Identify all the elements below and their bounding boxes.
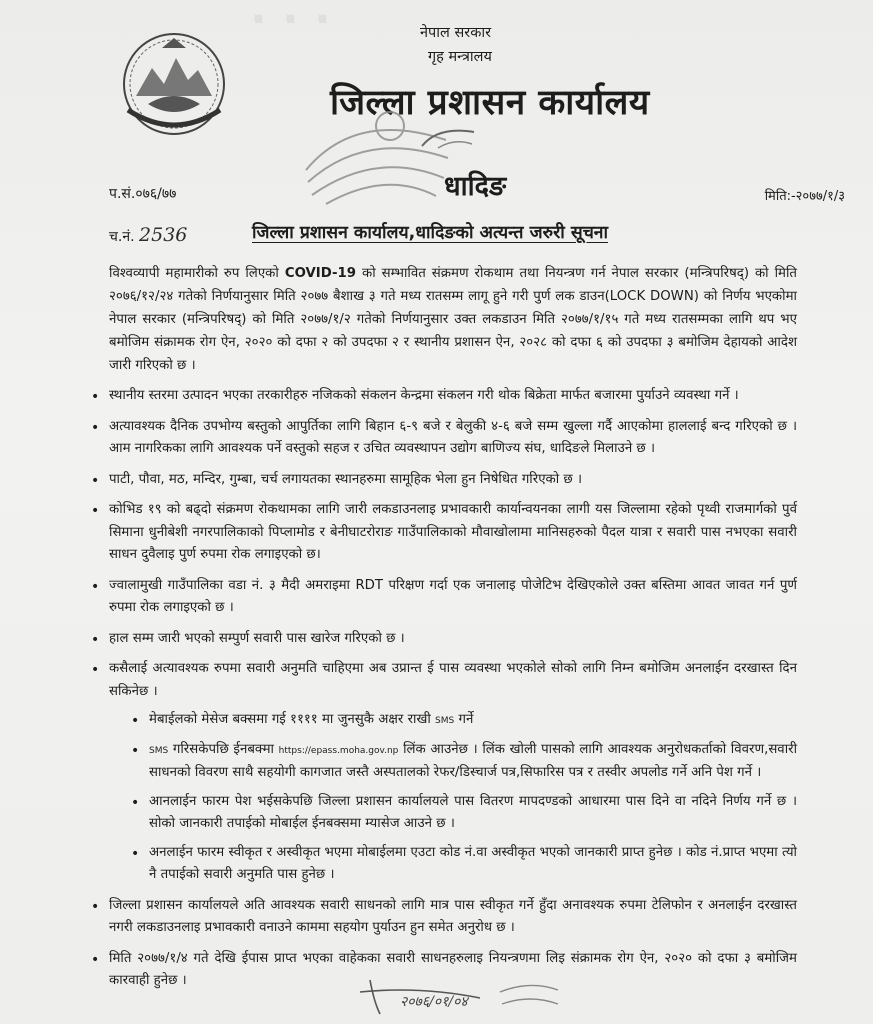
intro-paragraph xyxy=(109,262,797,377)
district-name: धादिङ xyxy=(444,171,507,202)
nepal-emblem-icon xyxy=(118,28,230,140)
step1-end: गर्ने xyxy=(458,712,474,727)
list-item xyxy=(149,709,797,733)
list-item: • आनलाईन फारम पेश भईसकेपछि जिल्ला प्रशासन कार्यालयले पास वितरण मापदण्डको आधारमा पास दिने वा नदिने निर्णय गर्ने छ । सोको जानकारी तपाईको मोबाईल ईनबक्समा म्यासेज आउने छ । xyxy=(149,791,797,836)
office-stamp-icon xyxy=(296,100,456,210)
ministry-name: गृह मन्त्रालय xyxy=(428,49,492,65)
list-item: • जिल्ला प्रशासन कार्यालयले अति आवश्यक सवारी साधनको लागि मात्र पास स्वीकृत गर्ने हुँदा अनावश्यक रुपमा टेलिफोन र अनलाईन दरखास्त नगरी लकडाउनलाइ प्रभावकारी वनाउने काममा सहयोग पुर्याउन हुन समेत अनुरोध छ । xyxy=(109,895,797,940)
list-item: • पाटी, पौवा, मठ, मन्दिर, गुम्बा, चर्च लगायतका स्थानहरुमा सामूहिक भेला हुन निषेधित गरिएको छ । xyxy=(109,469,797,492)
signature-date: २०७६/०१/०४ xyxy=(400,994,468,1010)
step1-sms: SMS xyxy=(435,716,455,726)
step2-sms: SMS xyxy=(149,745,169,756)
step2-text: गरिसकेपछि ईनबक्मा xyxy=(172,741,274,757)
office-name: जिल्ला प्रशासन कार्यालय xyxy=(330,83,650,123)
list-item: • स्थानीय स्तरमा उत्पादन भएका तरकारीहरु नजिकको संकलन केन्द्रमा संकलन गरी थोक बिक्रेता मार्फत बजारमा पुर्याउने व्यवस्था गर्ने । xyxy=(109,385,797,408)
campaign-logo-icon xyxy=(418,118,478,154)
notice-title: जिल्ला प्रशासन कार्यालय,धादिङको अत्यन्त जरुरी सूचना xyxy=(252,223,609,243)
list-item: • अनलाईन फारम स्वीकृत र अस्वीकृत भएमा मोबाईलमा एउटा कोड नं.वा अस्वीकृत भएको जानकारी प्राप्त हुनेछ । कोड नं.प्राप्त भएमा त्यो नै तपाईको सवारी अनुमति पास हुनेछ । xyxy=(149,842,797,887)
step2-end: लिंक आउनेछ । लिंक खोली पासको लागि आवश्यक अनुरोधकर्ताको विवरण,सवारी साधनको विवरण साथै सहयोगी कागजात जस्तै अस्पतालको रेफर/डिस्चार्ज पत्र,सिफारिस पत्र र तस्वीर अपलोड गर्ने अनि पेश गर्ने । xyxy=(149,741,798,780)
intro-covid: COVID-19 xyxy=(284,266,357,281)
list-item: • अत्यावश्यक दैनिक उपभोग्य बस्तुको आपुर्तिका लागि बिहान ६-९ बजे र बेलुकी ४-६ बजे सम्म खुल्ला गर्दै आएकोमा हाललाई बन्द गरिएको छ । आम नागरिकका लागि आवश्यक पर्ने वस्तुको सहज र उचित व्यवस्थापन उद्योग बाणिज्य संघ, धादिङले मिलाउने छ । xyxy=(109,416,797,461)
reference-number: प.सं.०७६/७७ xyxy=(109,186,177,202)
chalan-number xyxy=(109,224,187,246)
government-name: नेपाल सरकार xyxy=(420,25,492,41)
list-item: • हाल सम्म जारी भएको सम्पुर्ण सवारी पास खारेज गरिएको छ । xyxy=(109,628,797,651)
step1-text: मेबाईलको मेसेज बक्समा गई ११११ मा जुनसुकै अक्षर राखी xyxy=(149,712,431,727)
chalan-value: 2536 xyxy=(139,224,188,246)
list-item: • कोभिड १९ को बढ्दो संक्रमण रोकथामका लागि जारी लकडाउनलाइ प्रभावकारी कार्यान्वयनका लागी यस जिल्लामा रहेको पृथ्वी राजमार्गको पुर्व सिमाना धुनीबेशी नगरपालिकाको पिप्लामोड र बेनीघाटरोराङ गाउँपालिकाको मौवाखोलामा मानिसहरुको पैदल यात्रा र सवारी पास नभएका सवारी साधन दुवैलाइ पुर्ण रुपमा रोक लगाइएको छ। xyxy=(109,499,797,567)
list-item: • ज्वालामुखी गाउँपालिका वडा नं. ३ मैदी अमराइमा RDT परिक्षण गर्दा एक जनालाइ पोजेटिभ देखिएकोले उक्त बस्तिमा आवत जावत गर्न पुर्ण रुपमा रोक लगाइएको छ । xyxy=(109,575,797,620)
list-item: • मिति २०७७/१/४ गते देखि ईपास प्राप्त भएका वाहेकका सवारी साधनहरुलाइ नियन्त्रणमा लिइ संक्रामक रोग ऐन, २०२० को दफा ३ बमोजिम कारवाही हुनेछ । xyxy=(109,948,797,993)
notice-date: मिति:-२०७७/१/३ xyxy=(764,189,845,204)
list-item-epass xyxy=(109,658,797,887)
list-item xyxy=(149,739,797,785)
intro-text-after: को सम्भावित संक्रमण रोकथाम तथा नियन्त्रण गर्न नेपाल सरकार (मन्त्रिपरिषद्) को मिति २०७६/१२/२४ गतेको निर्णयानुसार मिति २०७७ बैशाख ३ गते मध्य रातसम्म लागू हुने गरी पुर्ण लक डाउन(LOCK DOWN) को निर्णय भएकोमा नेपाल सरकार (मन्त्रिपरिषद्) को मिति २०७७/१/२ गतेको निर्णयानुसार उक्त लकडाउन मिति २०७७/१/१५ गते मध्य रातसम्मका लागि थप भए बमोजिम संक्रामक रोग ऐन, २०२० को दफा २ को उपदफा २ र स्थानीय प्रशासन ऐन, २०२८ को दफा ६ को उपदफा ३ बमोजिम देहायको आदेश जारी गरिएको छ । xyxy=(109,266,798,373)
signature-stamp xyxy=(330,962,560,1024)
epass-intro: कसैलाई अत्यावश्यक रुपमा सवारी अनुमति चाहिएमा अब उप्रान्त ई पास व्यवस्था भएकोले सोको लागि निम्न बमोजिम अनलाईन दरखास्त दिन सकिनेछ । xyxy=(109,661,797,699)
epass-steps xyxy=(109,709,797,887)
chalan-label: च.नं. xyxy=(109,229,135,245)
bleed-through-text: · · · xyxy=(250,0,331,45)
intro-text-before: विश्वव्यापी महामारीको रुप लिएको xyxy=(109,266,279,281)
epass-url: https://epass.moha.gov.np xyxy=(278,745,399,756)
order-list xyxy=(109,385,797,1001)
